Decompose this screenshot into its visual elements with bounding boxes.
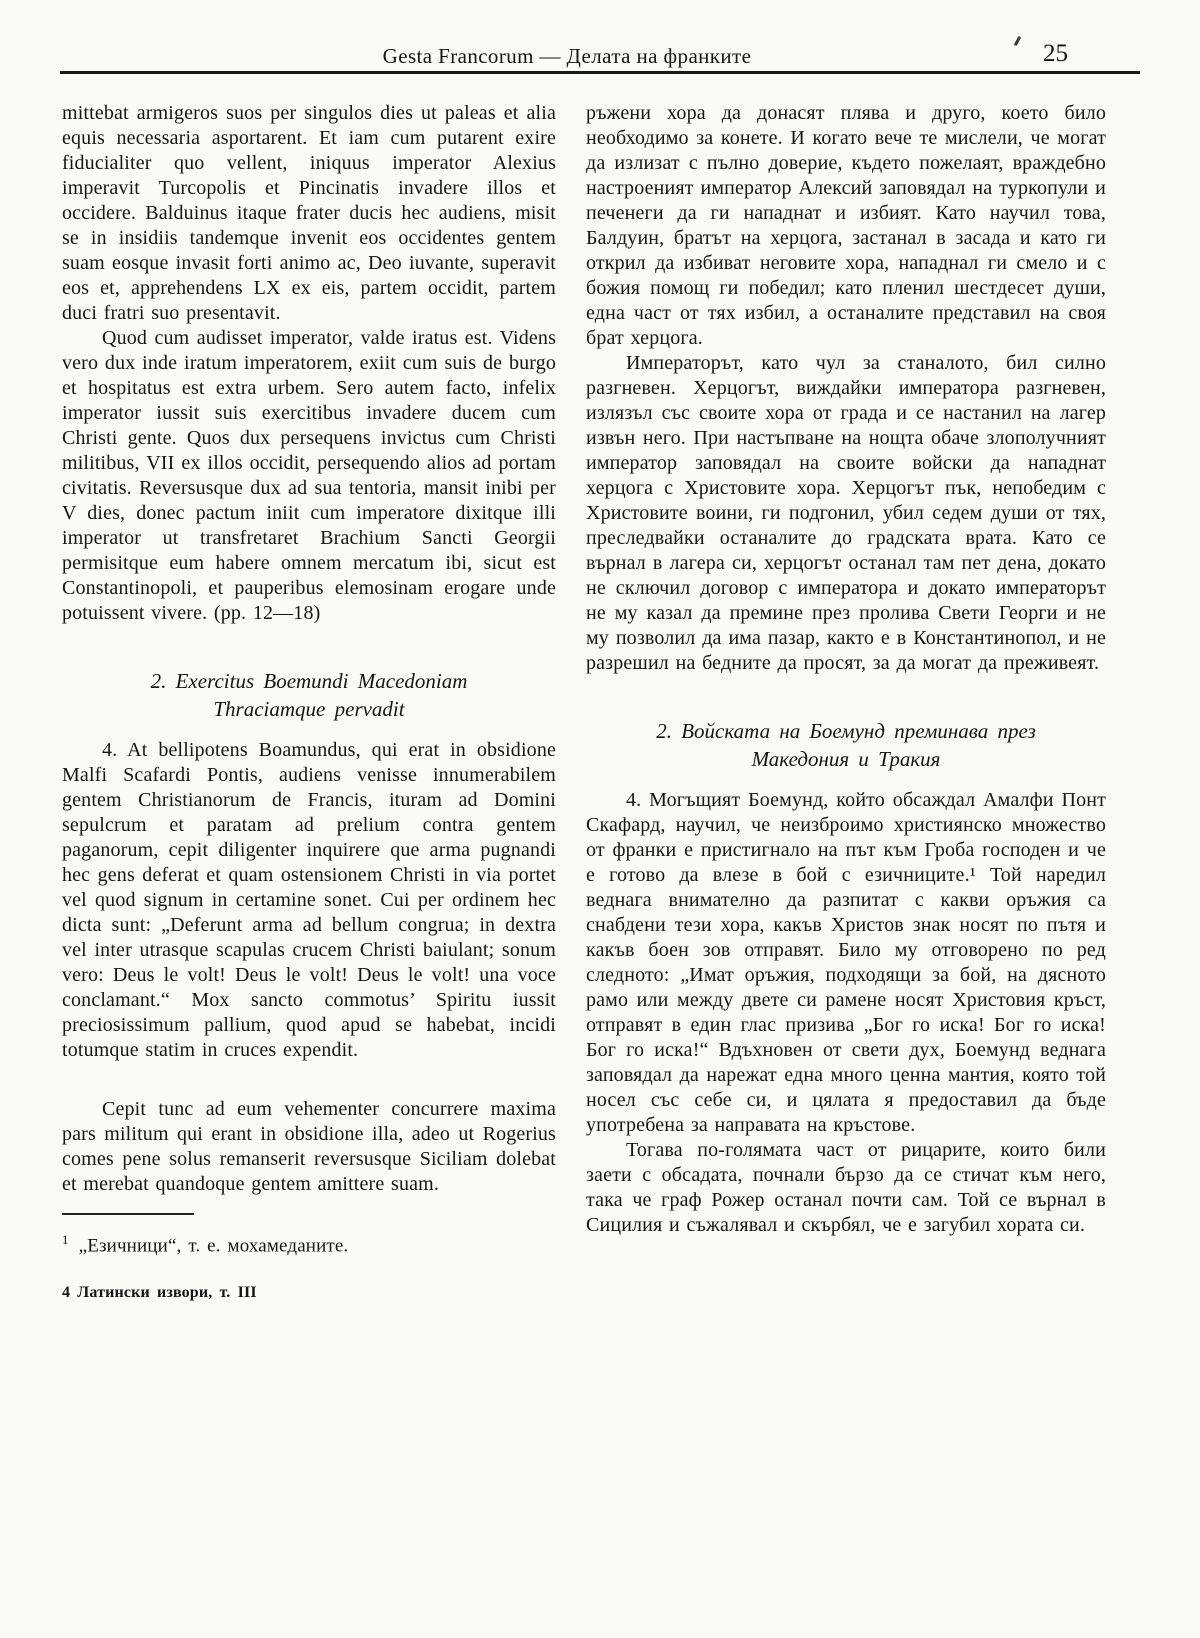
page-number: 25 <box>1043 40 1068 67</box>
bulgarian-paragraph-1: ръжени хора да донасят плява и друго, което било необходимо за конете. И когато вече те мислели, че могат да излизат с пълно доверие, където пожелаят, враждебно настроеният император Алексий заповядал на туркопули и печенеги да ги нападнат и избият. Като научил това, Балдуин, братът на херцога, застанал в засада и като ги открил да избиват неговите хора, нападнал ги смело и с божия помощ ги победил; като пленил шестдесет души, една част от тях избил, а останалите представил на своя брат херцога. <box>586 102 1106 349</box>
two-column-text-block <box>62 101 1106 1305</box>
latin-paragraph-2: Quod cum audisset imperator, valde iratus est. Videns vero dux inde iratum imperatorem, exiit cum suis de burgo et hospitatus est extra urbem. Sero autem facto, infelix imperator iussit suis exercitibus invadere ducem cum Christi gente. Quos dux persequens invictus cum Christi militibus, VII ex illos occidit, persequendo alios ad portam civitatis. Reversusque dux ad sua tentoria, mansit inibi per V dies, donec pactum iniit cum imperatore dixitque illi imperator ut transfretaret Brachium Sancti Georgii permisitque eum habere omnem mercatum ibi, sicut est Constantinopoli, et pauperibus elemosinam erogare unde potuissent vivere. (pp. 12—18) <box>62 327 556 624</box>
latin-heading-line-2: Thraciamque pervadit <box>213 697 405 721</box>
bulgarian-heading-line-1: 2. Войската на Боемунд преминава през <box>656 719 1036 743</box>
latin-paragraph-1: mittebat armigeros suos per singulos dies ut paleas et alia equis necessaria asportarent. Et iam cum putarent exire fiducialiter quo vellent, iniquus imperator Alexius imperavit Turcopolis et Pincinatis invadere illos et occidere. Balduinus itaque frater ducis hec audiens, misit se in insidiis tandemque invenit eos occidentes gentem suam eosque invasit forti animo ac, Deo iuvante, superavit eos et, apprehendens LX ex eis, partem occidit, partem duci fratri suo presentavit. <box>62 102 556 324</box>
latin-paragraph-3: 4. At bellipotens Boamundus, qui erat in obsidione Malfi Scafardi Pontis, audiens venisse innumerabilem gentem Christianorum de Francis, ituram ad Domini sepulcrum et paratam ad prelium contra gentem paganorum, cepit diligenter inquirere que arma pugnandi hec gens deferat et quam ostensionem Christi in via portet vel quod signum in certamine sonet. Cui per ordinem hec dicta sunt: „Deferunt arma ad bellum congrua; in dextra vel inter utrasque scapulas crucem Christi baiulant; sonum vero: Deus le volt! Deus le volt! Deus le volt! una voce conclamant.“ Mox sancto commotus’ Spiritu iussit preciosissimum pallium, quod apud se habebat, incidi totumque statim in cruces expendit. <box>62 739 556 1061</box>
latin-paragraph-4: Cepit tunc ad eum vehementer concurrere maxima pars militum qui erant in obsidione illa, adeo ut Rogerius comes pene solus remanserit reversusque Siciliam dolebat et merebat quandoque gentem amittere suam. <box>62 1098 556 1195</box>
printer-signature: 4 Латински извори, т. III <box>62 1284 257 1302</box>
bulgarian-column <box>586 101 1106 1305</box>
bulgarian-paragraph-2: Императорът, като чул за станалото, бил силно разгневен. Херцогът, виждайки императора разгневен, излязъл със своите хора от града и се настанил на лагер извън него. При настъпване на нощта обаче злополучният император заповядал на своите войски да нападнат херцога с Христовите хора. Херцогът пък, непобедим с Христовите воини, ги подгонил, убил седем души от тях, преследвайки останалите до градската врата. Като се върнал в лагера си, херцогът останал там пет дена, докато не сключил договор с императора и докато императорът не му казал да премине през пролива Свети Георги и не му позволил да има пазар, както е в Константинопол, и не разрешил на бедните да просят, за да могат да преживеят. <box>586 352 1106 674</box>
bulgarian-paragraph-4: Тогава по-голямата част от рицарите, които били заети с обсадата, почнали бързо да се стичат към него, така че граф Рожер останал почти сам. Той се върнал в Сицилия и съжалявал и скърбял, че е загубил хората си. <box>586 1139 1106 1236</box>
latin-heading-line-1: 2. Exercitus Boemundi Macedoniam <box>150 669 468 693</box>
footnote <box>62 1227 556 1258</box>
latin-column <box>62 101 556 1305</box>
header-rule <box>60 71 1140 74</box>
latin-section-heading <box>62 667 556 723</box>
bulgarian-heading-line-2: Македония и Тракия <box>751 747 941 771</box>
footnote-marker: 1 <box>62 1232 69 1247</box>
running-title: Gesta Francorum — Делата на франките <box>382 44 752 68</box>
bulgarian-section-heading <box>586 717 1106 773</box>
footnote-separator-rule <box>62 1213 194 1215</box>
bulgarian-paragraph-3: 4. Могъщият Боемунд, който обсаждал Амалфи Понт Скафард, научил, че неизброимо християнско множество от франки е пристигнало на път към Гроба господен и че е готово да влезе в бой с езичниците.¹ Той наредил веднага внимателно да разпитат с какви оръжия са снабдени тези хора, какъв Христов знак носят по пътя и какъв боен зов отправят. Било му отговорено по ред следното: „Имат оръжия, подходящи за бой, на дясното рамо или между двете си рамене носят Христовия кръст, отправят в един глас призива „Бог го иска! Бог го иска! Бог го иска!“ Вдъхновен от свети дух, Боемунд веднага заповядал да нарежат една много ценна мантия, която той носел със себе си, и цялата я предоставил да бъде употребена за направата на кръстове. <box>586 789 1106 1136</box>
footnote-text: „Езичници“, т. е. мохамеданите. <box>78 1235 349 1257</box>
